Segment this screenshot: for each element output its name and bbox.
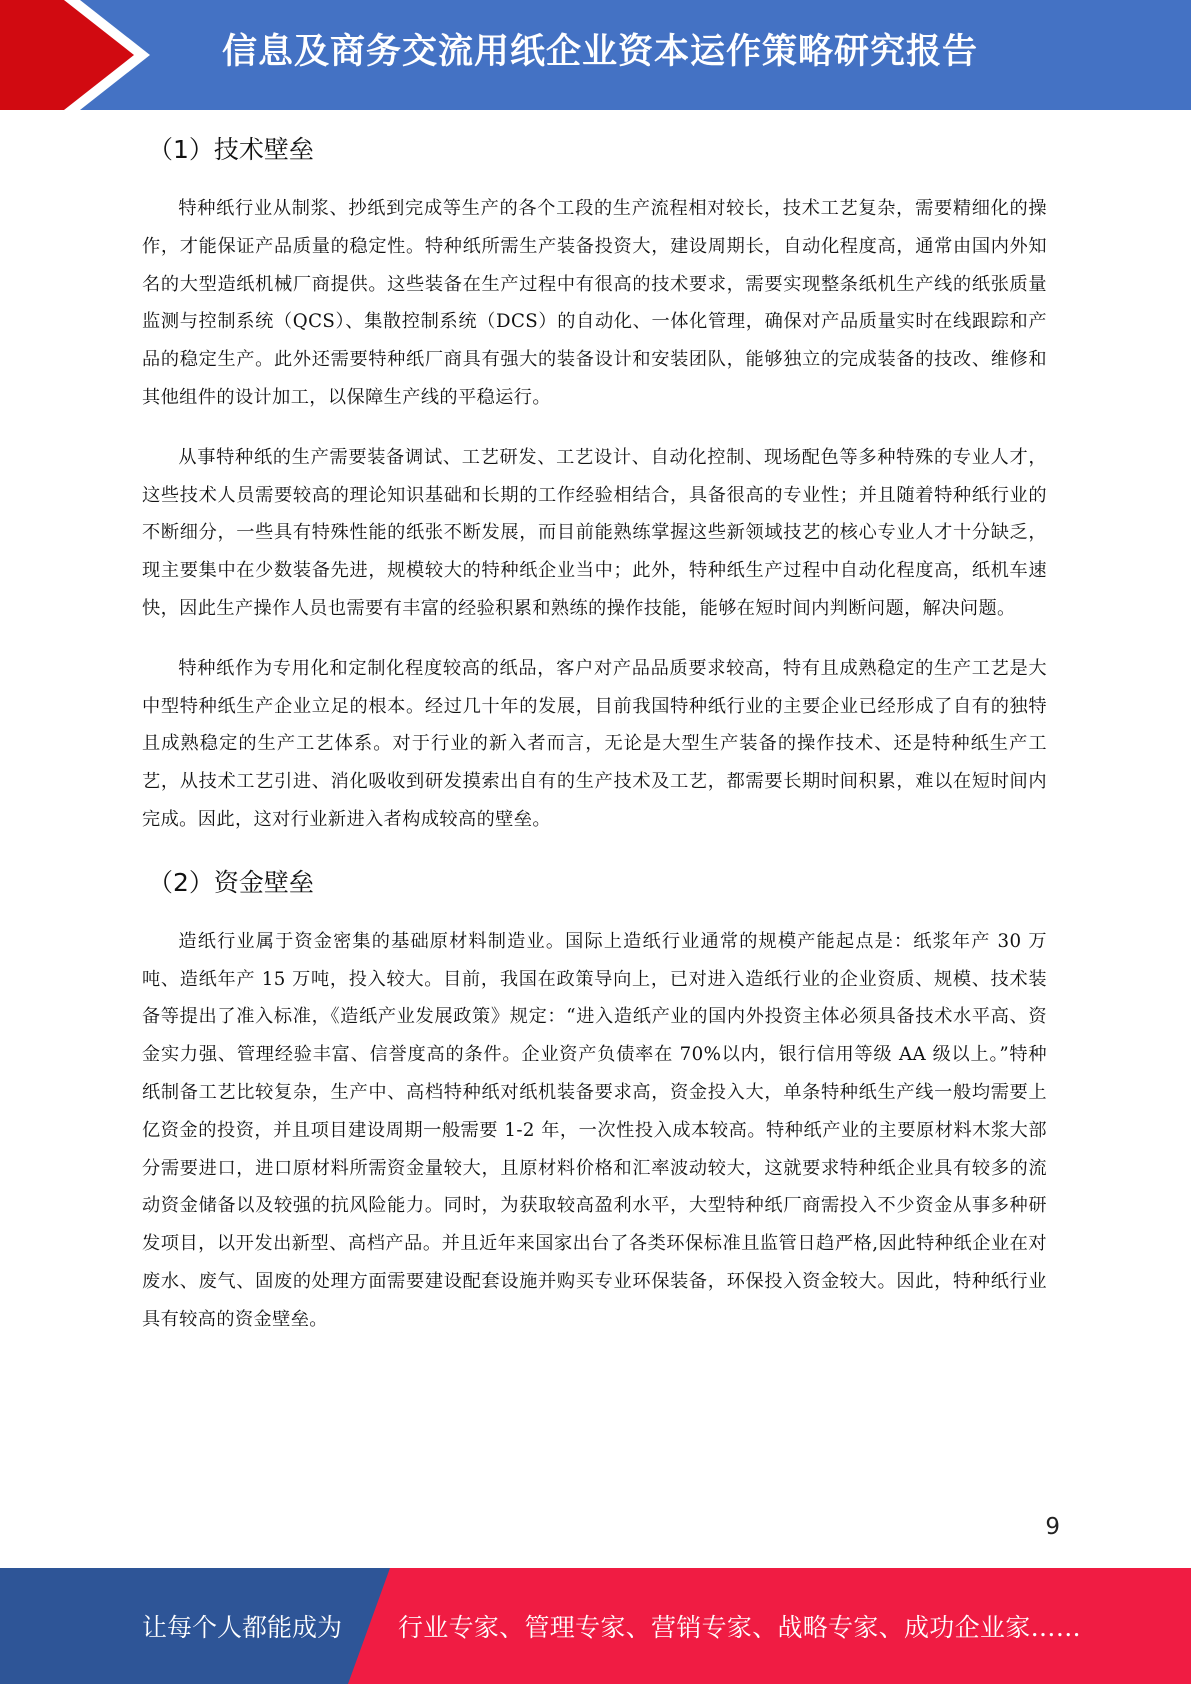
paragraph: 造纸行业属于资金密集的基础原材料制造业。国际上造纸行业通常的规模产能起点是：纸浆年产 30 万吨、造纸年产 15 万吨，投入较大。目前，我国在政策导向上，已对进入造纸行业的企业资质、规模、技术装备等提出了准入标准，《造纸产业发展政策》规定：“进入造纸产业的国内外投资主体必须具备技术水平高、资金实力强、管理经验丰富、信誉度高的条件。企业资产负债率在 70%以内，银行信用等级 AA 级以上。”特种纸制备工艺比较复杂，生产中、高档特种纸对纸机装备要求高，资金投入大，单条特种纸生产线一般均需要上亿资金的投资，并且项目建设周期一般需要 1-2 年，一次性投入成本较高。特种纸产业的主要原材料木浆大部分需要进口，进口原材料所需资金量较大，且原材料价格和汇率波动较大，这就要求特种纸企业具有较多的流动资金储备以及较强的抗风险能力。同时，为获取较高盈利水平，大型特种纸厂商需投入不少资金从事多种研发项目，以开发出新型、高档产品。并且近年来国家出台了各类环保标准且监管日趋严格,因此特种纸企业在对废水、废气、固废的处理方面需要建设配套设施并购买专业环保装备，环保投入资金较大。因此，特种纸行业具有较高的资金壁垒。 bbox=[142, 930, 1047, 1330]
paragraph: 特种纸作为专用化和定制化程度较高的纸品，客户对产品品质要求较高，特有且成熟稳定的生产工艺是大中型特种纸生产企业立足的根本。经过几十年的发展，目前我国特种纸行业的主要企业已经形成了自有的独特且成熟稳定的生产工艺体系。对于行业的新入者而言，无论是大型生产装备的操作技术、还是特种纸生产工艺，从技术工艺引进、消化吸收到研发摸索出自有的生产技术及工艺，都需要长期时间积累，难以在短时间内完成。因此，这对行业新进入者构成较高的壁垒。 bbox=[142, 657, 1047, 830]
section-heading-technology-barrier: （1）技术壁垒 bbox=[148, 135, 314, 164]
paragraph: 特种纸行业从制浆、抄纸到完成等生产的各个工段的生产流程相对较长，技术工艺复杂，需要精细化的操作，才能保证产品质量的稳定性。特种纸所需生产装备投资大，建设周期长，自动化程度高，通常由国内外知名的大型造纸机械厂商提供。这些装备在生产过程中有很高的技术要求，需要实现整条纸机生产线的纸张质量监测与控制系统（QCS）、集散控制系统（DCS）的自动化、一体化管理，确保对产品质量实时在线跟踪和产品的稳定生产。此外还需要特种纸厂商具有强大的装备设计和安装团队，能够独立的完成装备的技改、维修和其他组件的设计加工，以保障生产线的平稳运行。 bbox=[142, 198, 1047, 408]
header-chevron-decoration bbox=[0, 0, 150, 110]
footer-banner bbox=[0, 1568, 1191, 1684]
footer-slogan-left: 让每个人都能成为 bbox=[142, 1613, 343, 1642]
page-number: 9 bbox=[1045, 1514, 1060, 1540]
main-content bbox=[142, 128, 1047, 1361]
header-banner bbox=[0, 0, 1191, 110]
footer-slogan-right: 行业专家、管理专家、营销专家、战略专家、成功企业家…… bbox=[398, 1613, 1082, 1642]
section-heading-capital-barrier: （2）资金壁垒 bbox=[148, 867, 314, 897]
report-title: 信息及商务交流用纸企业资本运作策略研究报告 bbox=[222, 32, 979, 72]
paragraph: 从事特种纸的生产需要装备调试、工艺研发、工艺设计、自动化控制、现场配色等多种特殊的专业人才，这些技术人员需要较高的理论知识基础和长期的工作经验相结合，具备很高的专业性；并且随着特种纸行业的不断细分，一些具有特殊性能的纸张不断发展，而目前能熟练掌握这些新领域技艺的核心专业人才十分缺乏，现主要集中在少数装备先进，规模较大的特种纸企业当中；此外，特种纸生产过程中自动化程度高，纸机车速快，因此生产操作人员也需要有丰富的经验积累和熟练的操作技能，能够在短时间内判断问题，解决问题。 bbox=[142, 446, 1047, 619]
